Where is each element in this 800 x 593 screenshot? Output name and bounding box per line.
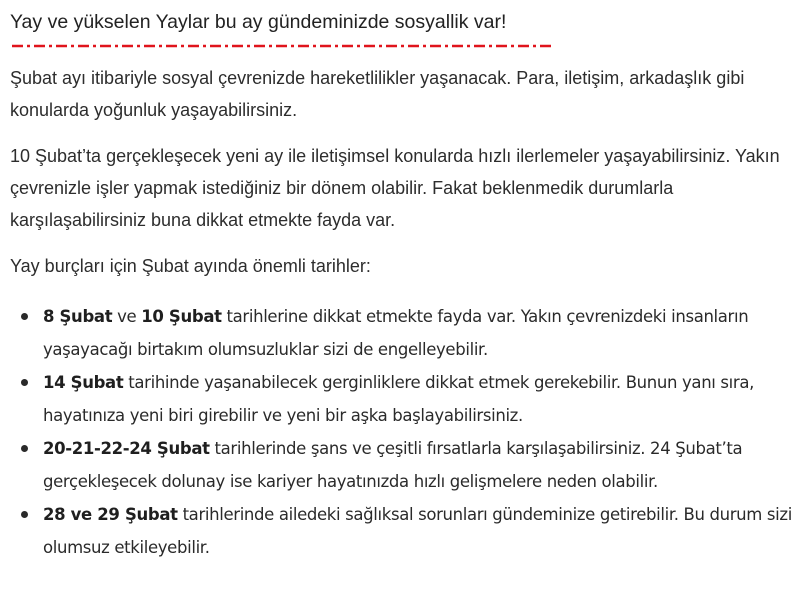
bullet-icon — [21, 511, 28, 518]
new-moon-paragraph: 10 Şubat’ta gerçekleşecek yeni ay ile iletişimsel konularda hızlı ilerlemeler yaşayabilirsiniz. Yakın çevrenizle işler yapmak istediğiniz bir dönem olabilir. Fakat beklenmedik durumlarla karşılaşabilirsiniz buna dikkat etmekte fayda var. — [10, 146, 780, 230]
date-bold: 8 Şubat — [43, 307, 113, 326]
list-text: tarihlerine dikkat etmekte fayda var. Yakın çevrenizdeki insanların yaşayacağı birtakım olumsuzluklar sizi de engelleyebilir. — [43, 307, 749, 359]
list-item — [10, 300, 795, 366]
article-content — [10, 8, 795, 564]
date-bold: 28 ve 29 Şubat — [43, 505, 178, 524]
important-dates-intro: Yay burçları için Şubat ayında önemli tarihler: — [10, 256, 371, 276]
bullet-icon — [21, 379, 28, 386]
list-item — [10, 366, 795, 432]
red-dash-dot-underline — [10, 43, 556, 49]
date-bold: 14 Şubat — [43, 373, 124, 392]
list-item — [10, 498, 795, 564]
list-text: tarihlerinde ailedeki sağlıksal sorunları gündeminize getirebilir. Bu durum sizi olumsuz etkileyebilir. — [43, 505, 792, 557]
list-item — [10, 432, 795, 498]
list-text: tarihlerinde şans ve çeşitli fırsatlarla karşılaşabilirsiniz. 24 Şubat’ta gerçekleşecek dolunay ise kariyer hayatınızda hızlı gelişmelere neden olabilir. — [43, 439, 743, 491]
list-text: tarihinde yaşanabilecek gerginliklere dikkat etmek gerekebilir. Bunun yanı sıra, hayatınıza yeni biri girebilir ve yeni bir aşka başlayabilirsiniz. — [43, 373, 754, 425]
list-text: ve — [112, 307, 142, 326]
bullet-icon — [21, 313, 28, 320]
highlighted-heading: Yay ve yükselen Yaylar bu ay gündeminizde sosyallik var! — [10, 11, 507, 33]
bullet-icon — [21, 445, 28, 452]
date-bold: 10 Şubat — [141, 307, 222, 326]
date-bold: 20-21-22-24 Şubat — [43, 439, 210, 458]
important-dates-list — [10, 300, 795, 564]
intro-paragraph: Şubat ayı itibariyle sosyal çevrenizde hareketlilikler yaşanacak. Para, iletişim, arkadaşlık gibi konularda yoğunluk yaşayabilirsiniz. — [10, 68, 745, 120]
